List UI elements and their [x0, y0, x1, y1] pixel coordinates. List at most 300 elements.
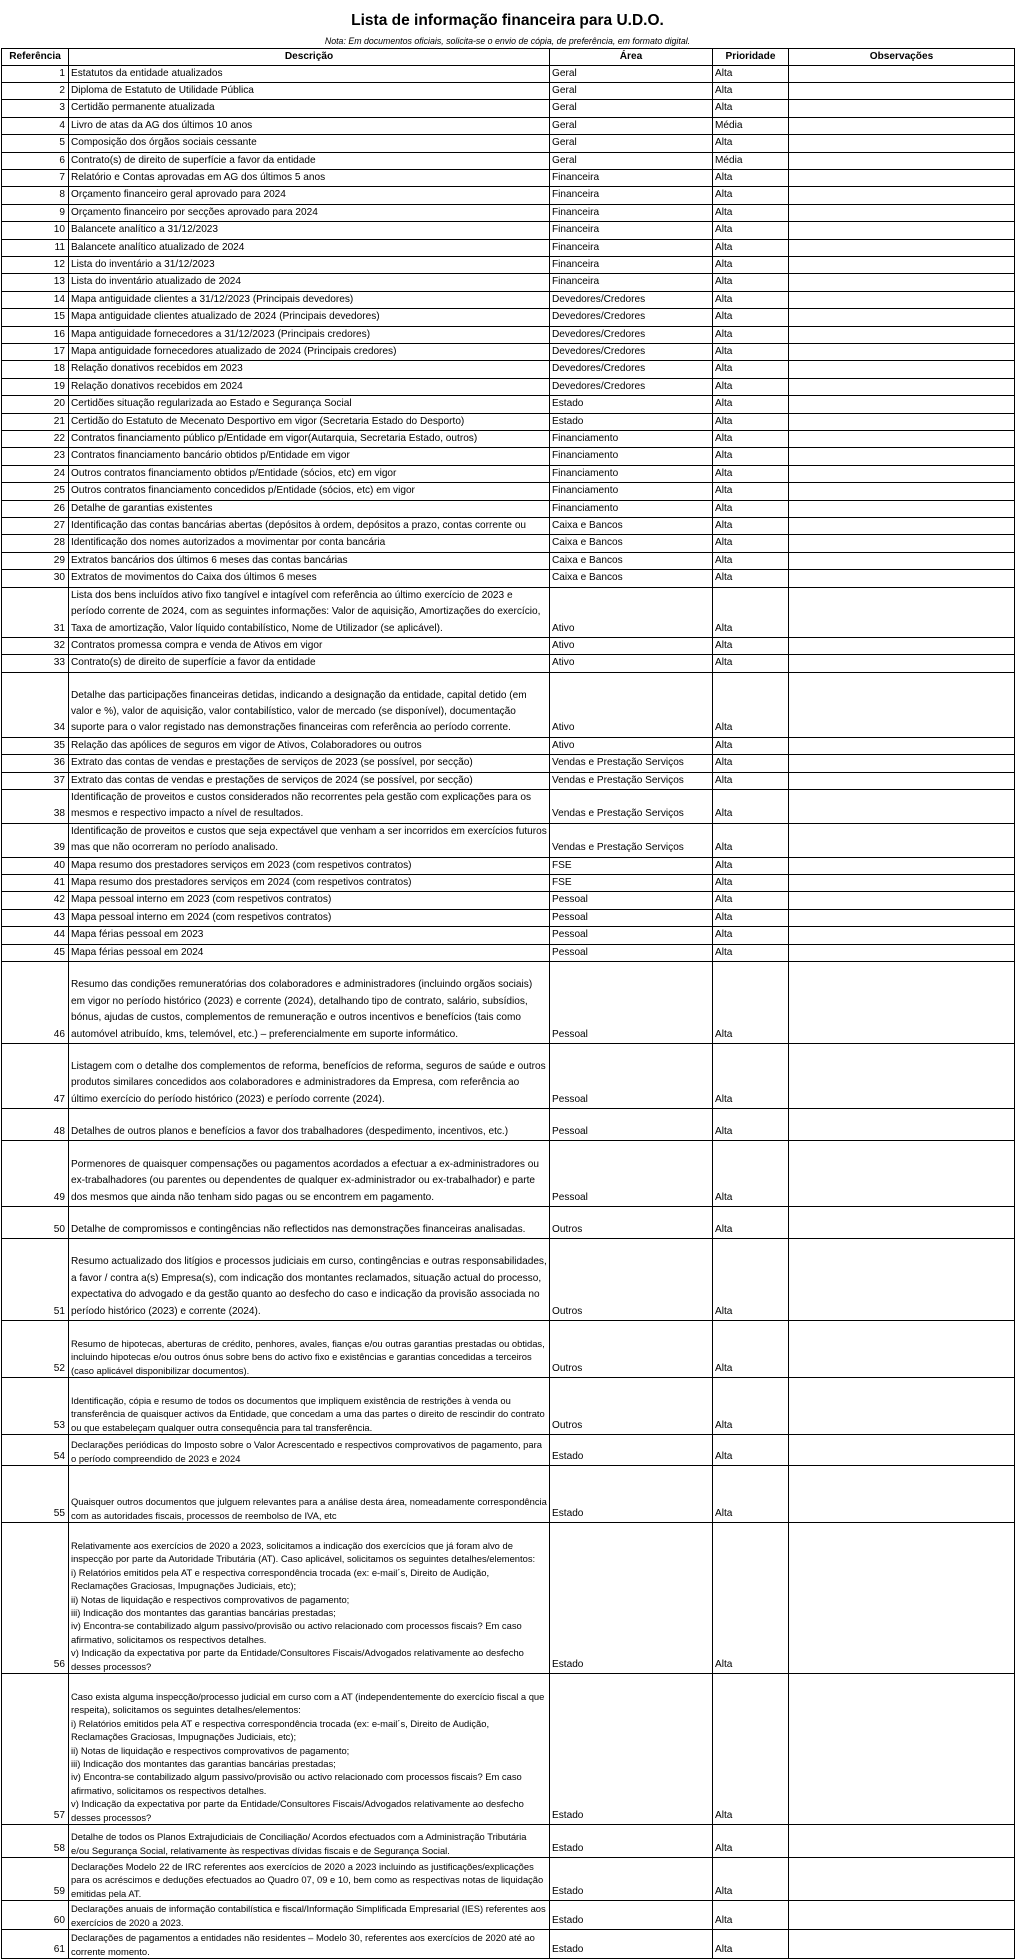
row-ref: 16 — [2, 326, 69, 343]
row-priority: Alta — [713, 944, 789, 961]
row-ref: 10 — [2, 222, 69, 239]
row-area: Ativo — [550, 737, 713, 754]
row-description: Declarações periódicas do Imposto sobre o Valor Acrescentado e respectivos comprovativos de pagamento, para o período compreendido de 2023 e 2024 — [69, 1435, 550, 1466]
row-observations — [789, 1109, 1015, 1141]
row-description: Relatório e Contas aprovadas em AG dos últimos 5 anos — [69, 169, 550, 186]
row-priority: Alta — [713, 256, 789, 273]
row-ref: 49 — [2, 1141, 69, 1207]
row-observations — [789, 909, 1015, 926]
row-observations — [789, 448, 1015, 465]
row-ref: 30 — [2, 570, 69, 587]
row-description: Extratos de movimentos do Caixa dos últimos 6 meses — [69, 570, 550, 587]
row-priority: Alta — [713, 1435, 789, 1466]
row-ref: 4 — [2, 117, 69, 134]
table-row — [2, 291, 1015, 308]
row-observations — [789, 413, 1015, 430]
row-priority: Alta — [713, 1930, 789, 1959]
page-title: Lista de informação financeira para U.D.O. — [351, 12, 664, 29]
table-row — [2, 1930, 1015, 1959]
row-observations — [789, 239, 1015, 256]
row-ref: 36 — [2, 755, 69, 772]
row-priority: Alta — [713, 874, 789, 891]
table-row — [2, 1207, 1015, 1239]
table-row — [2, 962, 1015, 1044]
table-row — [2, 909, 1015, 926]
table-row — [2, 552, 1015, 569]
row-description: Certidão permanente atualizada — [69, 100, 550, 117]
row-priority: Alta — [713, 1378, 789, 1435]
table-row — [2, 1825, 1015, 1858]
row-area: Financiamento — [550, 483, 713, 500]
row-observations — [789, 823, 1015, 857]
row-observations — [789, 378, 1015, 395]
row-description: Identificação de proveitos e custos considerados não recorrentes pela gestão com explicações para os mesmos e respectivo impacto a nível de resultados. — [69, 789, 550, 823]
row-area: Financeira — [550, 274, 713, 291]
row-priority: Média — [713, 117, 789, 134]
row-area: Pessoal — [550, 962, 713, 1044]
row-priority: Alta — [713, 672, 789, 737]
row-priority: Alta — [713, 587, 789, 637]
row-ref: 55 — [2, 1466, 69, 1523]
row-area: Pessoal — [550, 1141, 713, 1207]
row-observations — [789, 135, 1015, 152]
row-ref: 39 — [2, 823, 69, 857]
row-ref: 19 — [2, 378, 69, 395]
row-observations — [789, 152, 1015, 169]
row-description: Detalhes de outros planos e benefícios a favor dos trabalhadores (despedimento, incentivos, etc.) — [69, 1109, 550, 1141]
row-priority: Alta — [713, 239, 789, 256]
row-description: Outros contratos financiamento obtidos p/Entidade (sócios, etc) em vigor — [69, 465, 550, 482]
row-area: Geral — [550, 100, 713, 117]
table-row — [2, 1321, 1015, 1378]
row-ref: 60 — [2, 1901, 69, 1930]
row-description: Lista dos bens incluídos ativo fixo tangível e intagível com referência ao último exercício de 2023 e período corrente de 2024, com as seguintes informações: Valor de aquisição, Amortizações do exercício, Taxa de amortização, Valor líquido contabilístico, Nome de Utilizador (se aplicável). — [69, 587, 550, 637]
row-ref: 5 — [2, 135, 69, 152]
row-description: Composição dos órgãos sociais cessante — [69, 135, 550, 152]
row-description: Balancete analítico atualizado de 2024 — [69, 239, 550, 256]
row-observations — [789, 637, 1015, 654]
row-description: Diploma de Estatuto de Utilidade Pública — [69, 82, 550, 99]
row-observations — [789, 204, 1015, 221]
col-header-obs: Observações — [789, 49, 1015, 66]
row-ref: 14 — [2, 291, 69, 308]
row-ref: 15 — [2, 309, 69, 326]
row-observations — [789, 483, 1015, 500]
table-row — [2, 518, 1015, 535]
row-description: Mapa férias pessoal em 2024 — [69, 944, 550, 961]
row-ref: 46 — [2, 962, 69, 1044]
row-observations — [789, 1141, 1015, 1207]
table-row — [2, 1674, 1015, 1825]
row-priority: Alta — [713, 755, 789, 772]
row-ref: 2 — [2, 82, 69, 99]
row-area: Pessoal — [550, 1109, 713, 1141]
table-row — [2, 755, 1015, 772]
row-area: Outros — [550, 1321, 713, 1378]
row-area: Outros — [550, 1239, 713, 1321]
table-row — [2, 100, 1015, 117]
table-row — [2, 204, 1015, 221]
table-row — [2, 413, 1015, 430]
row-description: Detalhe de garantias existentes — [69, 500, 550, 517]
row-ref: 54 — [2, 1435, 69, 1466]
row-ref: 28 — [2, 535, 69, 552]
row-priority: Alta — [713, 413, 789, 430]
row-priority: Alta — [713, 1239, 789, 1321]
row-ref: 35 — [2, 737, 69, 754]
row-observations — [789, 927, 1015, 944]
row-area: Ativo — [550, 637, 713, 654]
table-row — [2, 187, 1015, 204]
row-observations — [789, 535, 1015, 552]
row-ref: 7 — [2, 169, 69, 186]
table-row — [2, 500, 1015, 517]
row-observations — [789, 82, 1015, 99]
row-observations — [789, 1466, 1015, 1523]
table-row — [2, 587, 1015, 637]
row-description: Mapa antiguidade fornecedores a 31/12/2023 (Principais credores) — [69, 326, 550, 343]
row-ref: 57 — [2, 1674, 69, 1825]
table-row — [2, 448, 1015, 465]
row-ref: 37 — [2, 772, 69, 789]
row-observations — [789, 789, 1015, 823]
row-priority: Alta — [713, 1825, 789, 1858]
col-header-desc: Descrição — [69, 49, 550, 66]
table-row — [2, 1523, 1015, 1674]
row-ref: 47 — [2, 1044, 69, 1109]
table-row — [2, 1466, 1015, 1523]
row-ref: 34 — [2, 672, 69, 737]
row-area: Financeira — [550, 204, 713, 221]
row-priority: Alta — [713, 448, 789, 465]
table-row — [2, 309, 1015, 326]
row-ref: 41 — [2, 874, 69, 891]
row-area: Caixa e Bancos — [550, 535, 713, 552]
row-priority: Alta — [713, 1901, 789, 1930]
row-priority: Alta — [713, 169, 789, 186]
row-description: Quaisquer outros documentos que julguem relevantes para a análise desta área, nomeadamente correspondência com as autoridades fiscais, processos de reembolso de IVA, etc — [69, 1466, 550, 1523]
row-priority: Alta — [713, 823, 789, 857]
row-priority: Alta — [713, 892, 789, 909]
row-area: Financeira — [550, 239, 713, 256]
row-area: Devedores/Credores — [550, 326, 713, 343]
table-row — [2, 239, 1015, 256]
row-observations — [789, 1207, 1015, 1239]
row-observations — [789, 222, 1015, 239]
row-priority: Alta — [713, 518, 789, 535]
col-header-ref: Referência — [2, 49, 69, 66]
row-area: Financeira — [550, 187, 713, 204]
row-observations — [789, 256, 1015, 273]
row-ref: 18 — [2, 361, 69, 378]
row-area: Estado — [550, 1523, 713, 1674]
row-ref: 42 — [2, 892, 69, 909]
page-note: Nota: Em documentos oficiais, solicita-se o envio de cópia, de preferência, em formato digital. — [324, 36, 691, 46]
row-ref: 21 — [2, 413, 69, 430]
row-priority: Alta — [713, 857, 789, 874]
table-row — [2, 1109, 1015, 1141]
row-priority: Alta — [713, 274, 789, 291]
row-ref: 29 — [2, 552, 69, 569]
row-observations — [789, 431, 1015, 448]
row-description: Livro de atas da AG dos últimos 10 anos — [69, 117, 550, 134]
table-row — [2, 570, 1015, 587]
table-row — [2, 737, 1015, 754]
table-row — [2, 465, 1015, 482]
row-observations — [789, 65, 1015, 82]
row-description: Mapa resumo dos prestadores serviços em 2024 (com respetivos contratos) — [69, 874, 550, 891]
row-priority: Alta — [713, 431, 789, 448]
row-area: Financiamento — [550, 448, 713, 465]
row-observations — [789, 1674, 1015, 1825]
row-description: Detalhe de todos os Planos Extrajudiciais de Conciliação/ Acordos efectuados com a Administração Tributária e/ou Segurança Social, relativamente às respectivas dívidas fiscais e de Segurança Social. — [69, 1825, 550, 1858]
row-observations — [789, 1239, 1015, 1321]
row-description: Relação donativos recebidos em 2024 — [69, 378, 550, 395]
row-description: Balancete analítico a 31/12/2023 — [69, 222, 550, 239]
row-description: Mapa resumo dos prestadores serviços em 2023 (com respetivos contratos) — [69, 857, 550, 874]
row-area: Caixa e Bancos — [550, 518, 713, 535]
row-observations — [789, 274, 1015, 291]
row-description: Relação das apólices de seguros em vigor de Ativos, Colaboradores ou outros — [69, 737, 550, 754]
row-priority: Alta — [713, 1044, 789, 1109]
table-row — [2, 152, 1015, 169]
row-observations — [789, 755, 1015, 772]
row-description: Identificação dos nomes autorizados a movimentar por conta bancária — [69, 535, 550, 552]
row-ref: 59 — [2, 1858, 69, 1901]
row-description: Identificação, cópia e resumo de todos os documentos que impliquem existência de restrições à venda ou transferência de quaisquer activos da Entidade, que concedam a uma das partes o direito de rescindir do contrato ou que estabeleçam qualquer outra consequência para tal transferência. — [69, 1378, 550, 1435]
row-priority: Alta — [713, 1207, 789, 1239]
row-ref: 22 — [2, 431, 69, 448]
table-row — [2, 944, 1015, 961]
row-description: Extratos bancários dos últimos 6 meses das contas bancárias — [69, 552, 550, 569]
row-priority: Alta — [713, 65, 789, 82]
table-row — [2, 789, 1015, 823]
row-observations — [789, 1321, 1015, 1378]
row-ref: 58 — [2, 1825, 69, 1858]
row-ref: 38 — [2, 789, 69, 823]
row-area: Estado — [550, 1435, 713, 1466]
table-row — [2, 326, 1015, 343]
row-description: Caso exista alguma inspecção/processo judicial em curso com a AT (independentemente do exercício fiscal a que respeita), solicitamos os seguintes detalhes/elementos: i) Relatórios emitidos pela AT e respectiva correspondência trocada (ex: e-mail´s, Direito de Audição, Reclamações Graciosas, Impugnações Judiciais, etc); ii) Notas de liquidação e respectivos comprovativos de pagamento; iii) Indicação dos montantes das garantias bancárias prestadas; iv) Encontra-se contabilizado algum passivo/provisão ou activo relacionado com processos fiscais? Em caso afirmativo, solicitamos os respectivos detalhes. v) Indicação da expectativa por parte da Entidade/Consultores Fiscais/Advogados relativamente ao desfecho desses processos? — [69, 1674, 550, 1825]
row-ref: 52 — [2, 1321, 69, 1378]
row-area: Geral — [550, 152, 713, 169]
row-observations — [789, 187, 1015, 204]
row-observations — [789, 1901, 1015, 1930]
row-priority: Alta — [713, 1321, 789, 1378]
row-observations — [789, 1523, 1015, 1674]
row-area: FSE — [550, 857, 713, 874]
row-area: Devedores/Credores — [550, 291, 713, 308]
row-description: Lista do inventário a 31/12/2023 — [69, 256, 550, 273]
table-row — [2, 117, 1015, 134]
row-description: Mapa antiguidade fornecedores atualizado de 2024 (Principais credores) — [69, 344, 550, 361]
row-observations — [789, 291, 1015, 308]
row-area: FSE — [550, 874, 713, 891]
row-area: Geral — [550, 65, 713, 82]
row-area: Caixa e Bancos — [550, 570, 713, 587]
row-description: Outros contratos financiamento concedidos p/Entidade (sócios, etc) em vigor — [69, 483, 550, 500]
row-priority: Alta — [713, 1523, 789, 1674]
row-observations — [789, 1044, 1015, 1109]
row-description: Mapa antiguidade clientes atualizado de 2024 (Principais devedores) — [69, 309, 550, 326]
row-priority: Média — [713, 152, 789, 169]
row-ref: 31 — [2, 587, 69, 637]
row-ref: 33 — [2, 655, 69, 672]
row-ref: 6 — [2, 152, 69, 169]
row-ref: 1 — [2, 65, 69, 82]
row-description: Detalhe de compromissos e contingências não reflectidos nas demonstrações financeiras analisadas. — [69, 1207, 550, 1239]
row-observations — [789, 552, 1015, 569]
row-observations — [789, 1930, 1015, 1959]
row-observations — [789, 892, 1015, 909]
row-ref: 50 — [2, 1207, 69, 1239]
table-row — [2, 396, 1015, 413]
row-ref: 61 — [2, 1930, 69, 1959]
table-row — [2, 431, 1015, 448]
row-priority: Alta — [713, 378, 789, 395]
row-area: Financeira — [550, 256, 713, 273]
row-priority: Alta — [713, 1466, 789, 1523]
row-description: Mapa pessoal interno em 2023 (com respetivos contratos) — [69, 892, 550, 909]
row-ref: 44 — [2, 927, 69, 944]
row-description: Mapa antiguidade clientes a 31/12/2023 (Principais devedores) — [69, 291, 550, 308]
table-row — [2, 1378, 1015, 1435]
row-observations — [789, 587, 1015, 637]
row-description: Mapa férias pessoal em 2023 — [69, 927, 550, 944]
row-description: Certidões situação regularizada ao Estado e Segurança Social — [69, 396, 550, 413]
row-observations — [789, 655, 1015, 672]
row-ref: 43 — [2, 909, 69, 926]
row-ref: 27 — [2, 518, 69, 535]
row-area: Estado — [550, 1466, 713, 1523]
row-area: Vendas e Prestação Serviços — [550, 755, 713, 772]
table-row — [2, 655, 1015, 672]
row-ref: 25 — [2, 483, 69, 500]
row-area: Geral — [550, 117, 713, 134]
row-description: Relação donativos recebidos em 2023 — [69, 361, 550, 378]
table-row — [2, 874, 1015, 891]
row-priority: Alta — [713, 291, 789, 308]
row-ref: 45 — [2, 944, 69, 961]
row-description: Declarações Modelo 22 de IRC referentes aos exercícios de 2020 a 2023 incluindo as justificações/explicações para os acréscimos e deduções efectuados ao Quadro 07, 09 e 10, bem como as respectivas notas de liquidação emitidas pela AT. — [69, 1858, 550, 1901]
row-priority: Alta — [713, 1674, 789, 1825]
row-area: Estado — [550, 396, 713, 413]
row-area: Pessoal — [550, 892, 713, 909]
row-area: Outros — [550, 1378, 713, 1435]
row-priority: Alta — [713, 396, 789, 413]
row-priority: Alta — [713, 1109, 789, 1141]
row-priority: Alta — [713, 570, 789, 587]
row-priority: Alta — [713, 187, 789, 204]
table-row — [2, 361, 1015, 378]
row-priority: Alta — [713, 909, 789, 926]
header-row — [2, 49, 1015, 66]
row-area: Estado — [550, 413, 713, 430]
row-area: Ativo — [550, 672, 713, 737]
row-priority: Alta — [713, 135, 789, 152]
row-observations — [789, 361, 1015, 378]
row-area: Estado — [550, 1825, 713, 1858]
row-description: Listagem com o detalhe dos complementos de reforma, benefícios de reforma, seguros de saúde e outros produtos similares concedidos aos colaboradores e administradores da Empresa, com referência ao último exercício do período histórico (2023) e período corrente (2024). — [69, 1044, 550, 1109]
table-row — [2, 927, 1015, 944]
row-area: Estado — [550, 1930, 713, 1959]
row-priority: Alta — [713, 772, 789, 789]
row-description: Resumo das condições remuneratórias dos colaboradores e administradores (incluindo orgãos sociais) em vigor no período histórico (2023) e corrente (2024), detalhando tipo de contrato, salário, subsídios, bónus, ajudas de custos, complementos de remuneração e outros incentivos e benefícios (tais como automóvel atribuído, kms, telemóvel, etc.) – preferencialmente em suporte informático. — [69, 962, 550, 1044]
table-row — [2, 857, 1015, 874]
info-table — [1, 48, 1015, 1959]
table-row — [2, 1141, 1015, 1207]
row-ref: 3 — [2, 100, 69, 117]
row-description: Extrato das contas de vendas e prestações de serviços de 2023 (se possível, por secção) — [69, 755, 550, 772]
row-priority: Alta — [713, 326, 789, 343]
row-observations — [789, 100, 1015, 117]
table-row — [2, 344, 1015, 361]
row-priority: Alta — [713, 737, 789, 754]
row-observations — [789, 1378, 1015, 1435]
row-description: Extrato das contas de vendas e prestações de serviços de 2024 (se possível, por secção) — [69, 772, 550, 789]
row-observations — [789, 737, 1015, 754]
table-row — [2, 222, 1015, 239]
row-observations — [789, 672, 1015, 737]
table-row — [2, 637, 1015, 654]
table-row — [2, 82, 1015, 99]
row-area: Pessoal — [550, 927, 713, 944]
row-priority: Alta — [713, 927, 789, 944]
row-description: Identificação de proveitos e custos que seja expectável que venham a ser incorridos em exercícios futuros mas que não ocorreram no período analisado. — [69, 823, 550, 857]
row-priority: Alta — [713, 789, 789, 823]
row-area: Vendas e Prestação Serviços — [550, 823, 713, 857]
row-observations — [789, 518, 1015, 535]
row-area: Devedores/Credores — [550, 378, 713, 395]
row-priority: Alta — [713, 309, 789, 326]
table-row — [2, 274, 1015, 291]
table-row — [2, 1044, 1015, 1109]
row-ref: 26 — [2, 500, 69, 517]
row-priority: Alta — [713, 500, 789, 517]
row-description: Orçamento financeiro geral aprovado para 2024 — [69, 187, 550, 204]
row-description: Declarações de pagamentos a entidades não residentes – Modelo 30, referentes aos exercícios de 2020 até ao corrente momento. — [69, 1930, 550, 1959]
row-description: Relativamente aos exercícios de 2020 a 2023, solicitamos a indicação dos exercícios que já foram alvo de inspecção por parte da Autoridade Tributária (AT). Caso aplicável, solicitamos os seguintes detalhes/elementos: i) Relatórios emitidos pela AT e respectiva correspondência trocada (ex: e-mail´s, Direito de Audição, Reclamações Graciosas, Impugnações Judiciais, etc); ii) Notas de liquidação e respectivos comprovativos de pagamento; iii) Indicação dos montantes das garantias bancárias prestadas; iv) Encontra-se contabilizado algum passivo/provisão ou activo relacionado com processos fiscais? Em caso afirmativo, solicitamos os respectivos detalhes. v) Indicação da expectativa por parte da Entidade/Consultores Fiscais/Advogados relativamente ao desfecho desses processos? — [69, 1523, 550, 1674]
row-area: Estado — [550, 1858, 713, 1901]
row-priority: Alta — [713, 222, 789, 239]
row-observations — [789, 857, 1015, 874]
row-priority: Alta — [713, 1141, 789, 1207]
row-ref: 51 — [2, 1239, 69, 1321]
row-description: Certidão do Estatuto de Mecenato Desportivo em vigor (Secretaria Estado do Desporto) — [69, 413, 550, 430]
row-area: Vendas e Prestação Serviços — [550, 772, 713, 789]
row-priority: Alta — [713, 361, 789, 378]
row-observations — [789, 944, 1015, 961]
row-description: Lista do inventário atualizado de 2024 — [69, 274, 550, 291]
row-priority: Alta — [713, 483, 789, 500]
row-observations — [789, 1858, 1015, 1901]
row-observations — [789, 326, 1015, 343]
table-row — [2, 1901, 1015, 1930]
row-observations — [789, 1825, 1015, 1858]
row-ref: 56 — [2, 1523, 69, 1674]
row-ref: 13 — [2, 274, 69, 291]
row-observations — [789, 570, 1015, 587]
row-priority: Alta — [713, 344, 789, 361]
table-row — [2, 772, 1015, 789]
row-priority: Alta — [713, 465, 789, 482]
row-area: Estado — [550, 1901, 713, 1930]
row-area: Devedores/Credores — [550, 361, 713, 378]
row-ref: 17 — [2, 344, 69, 361]
row-observations — [789, 465, 1015, 482]
row-observations — [789, 874, 1015, 891]
row-observations — [789, 309, 1015, 326]
